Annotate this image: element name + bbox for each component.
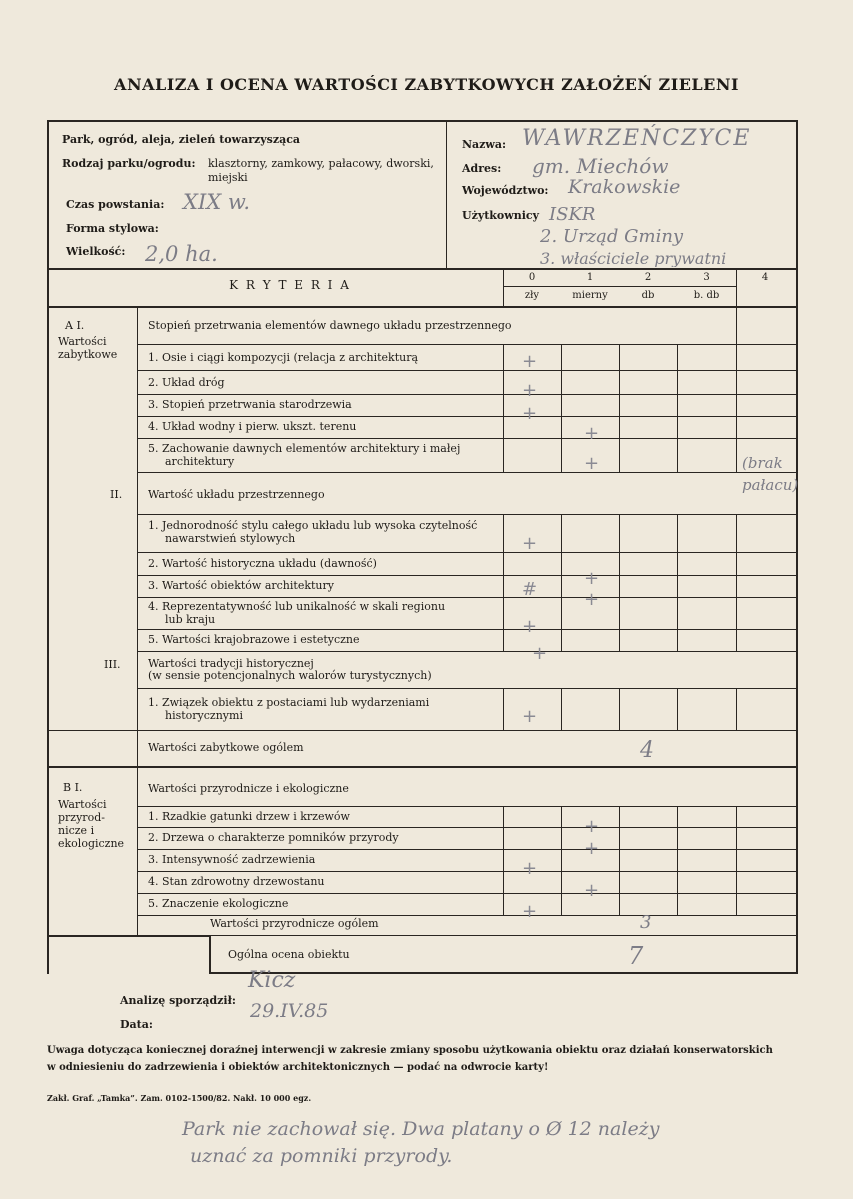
users-value-2: 2. Urząd Gminy <box>540 226 684 247</box>
name-label: Nazwa: <box>462 138 507 151</box>
tick-mark: + <box>522 706 538 727</box>
overall-value: 7 <box>628 942 644 970</box>
a-ii-row-1-cont: nawarstwień stylowych <box>165 532 296 545</box>
a-total-value: 4 <box>640 738 654 763</box>
handwritten-note-1: Park nie zachował się. Dwa platany o Ø 12 należy <box>182 1118 660 1140</box>
a-iii-heading-2: (w sensie potencjonalnych walorów turystycznych) <box>148 669 432 682</box>
users-value-1: ISKR <box>549 204 596 225</box>
tick-mark: + <box>522 858 538 879</box>
tick-mark: + <box>584 568 600 589</box>
a-ii-row-3: 3. Wartość obiektów architektury <box>148 579 334 592</box>
tick-mark: + <box>522 533 538 554</box>
users-label: Użytkownicy <box>462 209 540 222</box>
a-i-row-1: 1. Osie i ciągi kompozycji (relacja z architekturą <box>148 351 419 364</box>
tick-mark: + <box>584 816 600 837</box>
col-1-label: mierny <box>572 290 608 301</box>
tick-mark: + <box>584 453 600 474</box>
section-a-title: Wartości zabytkowe <box>58 335 118 361</box>
tick-mark: + <box>522 616 538 637</box>
b-total-label: Wartości przyrodnicze ogólem <box>210 917 379 930</box>
section-b-title: Wartości przyrod-niczе i ekologiczne <box>58 798 125 850</box>
form-title: ANALIZA I OCENA WARTOŚCI ZABYTKOWYCH ZAŁOŻEŃ ZIELENI <box>114 75 739 94</box>
tick-mark: + <box>584 423 600 444</box>
users-value-3: 3. właściciele prywatni <box>540 249 727 267</box>
section-b-label: B I. <box>63 781 83 794</box>
b-i-row-4: 4. Stan zdrowotny drzewostanu <box>148 875 325 888</box>
address-value: gm. Miechów <box>532 154 669 178</box>
tick-mark: + <box>584 880 600 901</box>
period-label: Czas powstania: <box>66 198 165 211</box>
col-4-num: 4 <box>761 272 769 283</box>
date-value: 29.IV.85 <box>250 1000 329 1022</box>
col-0-num: 0 <box>528 272 536 283</box>
a-i-row-5: 5. Zachowanie dawnych elementów architektury i małej <box>148 442 461 455</box>
a-i-row-3: 3. Stopień przetrwania starodrzewia <box>148 398 352 411</box>
name-value: WAWRZEŃCZYCE <box>522 126 752 151</box>
size-label: Wielkość: <box>66 245 126 258</box>
park-kind-label: Rodzaj parku/ogrodu: <box>62 157 196 170</box>
author-label: Analizę sporządził: <box>120 994 236 1007</box>
col-1-num: 1 <box>586 272 594 283</box>
author-signature: Kicz <box>248 968 296 993</box>
a-ii-row-2: 2. Wartość historyczna układu (dawność) <box>148 557 377 570</box>
a-ii-heading: Wartość układu przestrzennego <box>148 488 325 501</box>
col-0-label: zły <box>524 290 540 301</box>
a-i-row-4: 4. Układ wodny i pierw. ukszt. terenu <box>148 420 357 433</box>
a-total-label: Wartości zabytkowe ogólem <box>148 741 304 754</box>
b-i-heading: Wartości przyrodnicze i ekologiczne <box>148 782 349 795</box>
overall-label: Ogólna ocena obiektu <box>228 948 350 961</box>
b-i-row-1: 1. Rzadkie gatunki drzew i krzewów <box>148 810 350 823</box>
b-i-row-2: 2. Drzewa o charakterze pomników przyrody <box>148 831 399 844</box>
date-label: Data: <box>120 1018 153 1031</box>
tick-mark: + <box>584 838 600 859</box>
b-total-value: 3 <box>640 912 652 933</box>
b-i-row-5: 5. Znaczenie ekologiczne <box>148 897 289 910</box>
period-value: XIX w. <box>183 190 251 214</box>
note-line-1: Uwaga dotycząca koniecznej doraźnej interwencji w zakresie zmiany sposobu użytkowania obiektu oraz działań konserwatorskich <box>47 1045 773 1056</box>
a-iii-row-1-cont: historycznymi <box>165 709 243 722</box>
park-type-label: Park, ogród, aleja, zieleń towarzysząca <box>62 133 301 146</box>
section-a-label: A I. <box>65 319 85 332</box>
size-value: 2,0 ha. <box>145 242 218 266</box>
col-2-num: 2 <box>644 272 652 283</box>
address-label: Adres: <box>462 162 502 175</box>
voivodeship-value: Krakowskie <box>568 176 681 198</box>
tick-mark: + <box>584 589 600 610</box>
a-ii-row-4: 4. Reprezentatywność lub unikalność w skali regionu <box>148 600 446 613</box>
margin-note: (brak pałacu) <box>742 454 799 494</box>
a-ii-row-1: 1. Jednorodność stylu całego układu lub wysoka czytelność <box>148 519 478 532</box>
a-iii-heading: Wartości tradycji historycznej <box>148 657 314 670</box>
col-3-num: 3 <box>703 272 710 283</box>
a-i-row-5-cont: architektury <box>165 455 235 468</box>
criteria-header: K R Y T E R I A <box>229 278 351 292</box>
handwritten-note-2: uznać za pomniki przyrody. <box>190 1145 453 1167</box>
a-iii-row-1: 1. Związek obiektu z postaciami lub wydarzeniami <box>148 696 430 709</box>
col-2-label: db <box>641 290 655 301</box>
tick-mark: + <box>522 380 538 401</box>
tick-mark: + <box>522 901 538 922</box>
a-i-heading: Stopień przetrwania elementów dawnego układu przestrzennego <box>148 319 512 332</box>
a-ii-row-5: 5. Wartości krajobrazowe i estetyczne <box>148 633 360 646</box>
print-info: Zakł. Graf. „Tamka”. Zam. 0102-1500/82. Nakł. 10 000 egz. <box>47 1093 312 1103</box>
tick-mark: + <box>532 643 548 664</box>
park-kind-options: klasztorny, zamkowy, pałacowy, dworski, <box>208 157 434 170</box>
voivodeship-label: Województwo: <box>462 184 549 197</box>
b-i-row-3: 3. Intensywność zadrzewienia <box>148 853 316 866</box>
tick-mark: + <box>522 351 538 372</box>
tick-mark: + <box>522 403 538 424</box>
note-line-2: w odniesieniu do zadrzewienia i obiektów architektonicznych — podać na odwrocie karty! <box>47 1062 549 1073</box>
tick-mark: # <box>522 579 538 600</box>
a-ii-row-4-cont: lub kraju <box>165 613 216 626</box>
park-kind-options-2: miejski <box>208 171 248 184</box>
section-a-iii-label: III. <box>104 658 121 671</box>
col-3-label: b. db <box>693 290 720 301</box>
style-label: Forma stylowa: <box>66 222 159 235</box>
a-i-row-2: 2. Układ dróg <box>148 376 225 389</box>
section-a-ii-label: II. <box>110 488 123 501</box>
